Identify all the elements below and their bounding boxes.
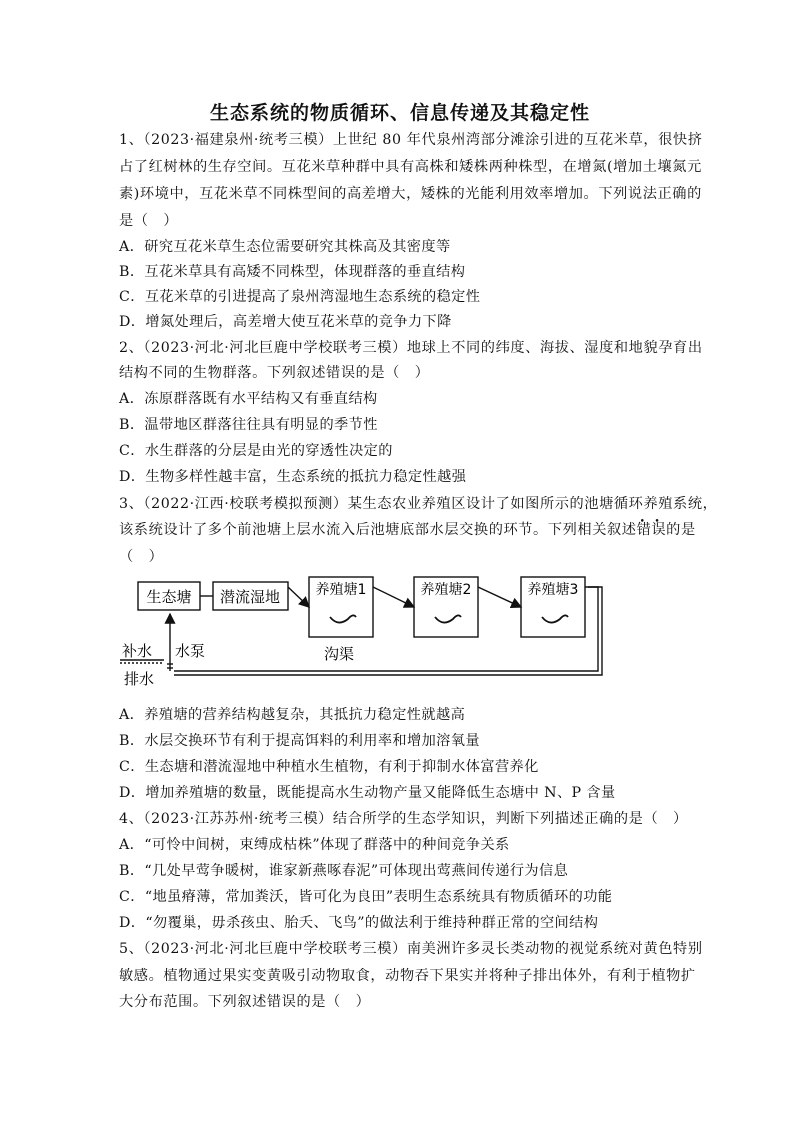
option-b: B．水层交换环节有利于提高饵料的利用率和增加溶氧量 [119,733,480,749]
question-text-line: 1、（2023·福建泉州·统考三模）上世纪 80 年代泉州湾部分滩涂引进的互花米草，很快挤 [119,132,703,148]
question-text-line: 结构不同的生物群落。下列叙述错误的是（ ） [119,365,430,381]
question-text-line: （ ） [119,549,164,565]
option-b: B．温带地区群落往往具有明显的季节性 [119,417,378,433]
page-title: 生态系统的物质循环、信息传递及其稳定性 [209,102,590,124]
emphasis-char: 误 [651,522,667,538]
question-text-line [119,520,699,540]
question-text-line: 是（ ） [119,213,179,229]
question-text-line: 4、（2023·江苏苏州·统考三模）结合所学的生态学知识，判断下列描述正确的是（ ） [119,811,688,827]
option-c: C．生态塘和潜流湿地中种植水生植物，有利于抑制水体富营养化 [119,759,539,775]
question-text-line: 敏感。植物通过果实变黄吸引动物取食，动物吞下果实并将种子排出体外，有利于植物扩 [119,968,696,984]
wetland-label: 潜流湿地 [219,588,281,606]
option-b: B．互花米草具有高矮不同株型，体现群落的垂直结构 [119,264,466,280]
question-text-line: 3、（2022·江西·校联考模拟预测）某生态农业养殖区设计了如图所示的池塘循环养殖系统， [119,496,718,512]
option-d: D．增加养殖塘的数量，既能提高水生动物产量又能降低生态塘中 N、P 含量 [119,785,616,801]
option-a: A．养殖塘的营养结构越复杂，其抵抗力稳定性就越高 [119,707,466,723]
question-text: 该系统设计了多个前池塘上层水流入后池塘底部水层交换的环节。下列相关叙述 [119,522,637,538]
ecological-pond-label: 生态塘 [146,588,192,606]
question-text-line: 占了红树林的生存空间。互花米草种群中具有高株和矮株两种株型，在增氮(增加土壤氮元 [119,159,702,175]
option-d: D．增氮处理后，高差增大使互花米草的竞争力下降 [119,314,452,330]
question-text-line: 素)环境中，互花米草不同株型间的高差增大，矮株的光能利用效率增加。下列说法正确的 [119,186,702,202]
emphasis-char: 错 [636,522,652,538]
farm-pond-3-label: 养殖塘3 [527,582,579,598]
pond-system-diagram [118,572,608,692]
drain-label: 排水 [124,670,155,688]
option-c: C．互花米草的引进提高了泉州湾湿地生态系统的稳定性 [119,289,481,305]
option-a: A．冻原群落既有水平结构又有垂直结构 [119,391,378,407]
question-text-line: 大分布范围。下列叙述错误的是（ ） [119,994,371,1010]
question-text: 的是 [666,522,696,538]
refill-label: 补水 [122,642,153,660]
option-b: B．“几处早莺争暖树，谁家新燕啄春泥”可体现出莺燕间传递行为信息 [119,863,569,879]
question-text-line: 2、（2023·河北·河北巨鹿中学校联考三模）地球上不同的纬度、海拔、湿度和地貌孕育出 [119,340,703,356]
option-d: D．生物多样性越丰富，生态系统的抵抗力稳定性越强 [119,469,467,485]
pump-label: 水泵 [175,642,206,660]
farm-pond-2-label: 养殖塘2 [420,582,472,598]
option-c: C．“地虽瘠薄，常加粪沃，皆可化为良田”表明生态系统具有物质循环的功能 [119,889,613,905]
farm-pond-1-label: 养殖塘1 [315,582,367,598]
channel-label: 沟渠 [324,645,355,663]
option-d: D．“勿覆巢，毋杀孩虫、胎夭、飞鸟”的做法利于维持种群正常的空间结构 [119,915,599,931]
option-a: A．“可怜中间树，束缚成枯株”体现了群落中的种间竞争关系 [119,837,510,853]
option-c: C．水生群落的分层是由光的穿透性决定的 [119,443,393,459]
question-text-line: 5、（2023·河北·河北巨鹿中学校联考三模）南美洲许多灵长类动物的视觉系统对黄色特别 [119,941,703,957]
option-a: A．研究互花米草生态位需要研究其株高及其密度等 [119,239,451,255]
